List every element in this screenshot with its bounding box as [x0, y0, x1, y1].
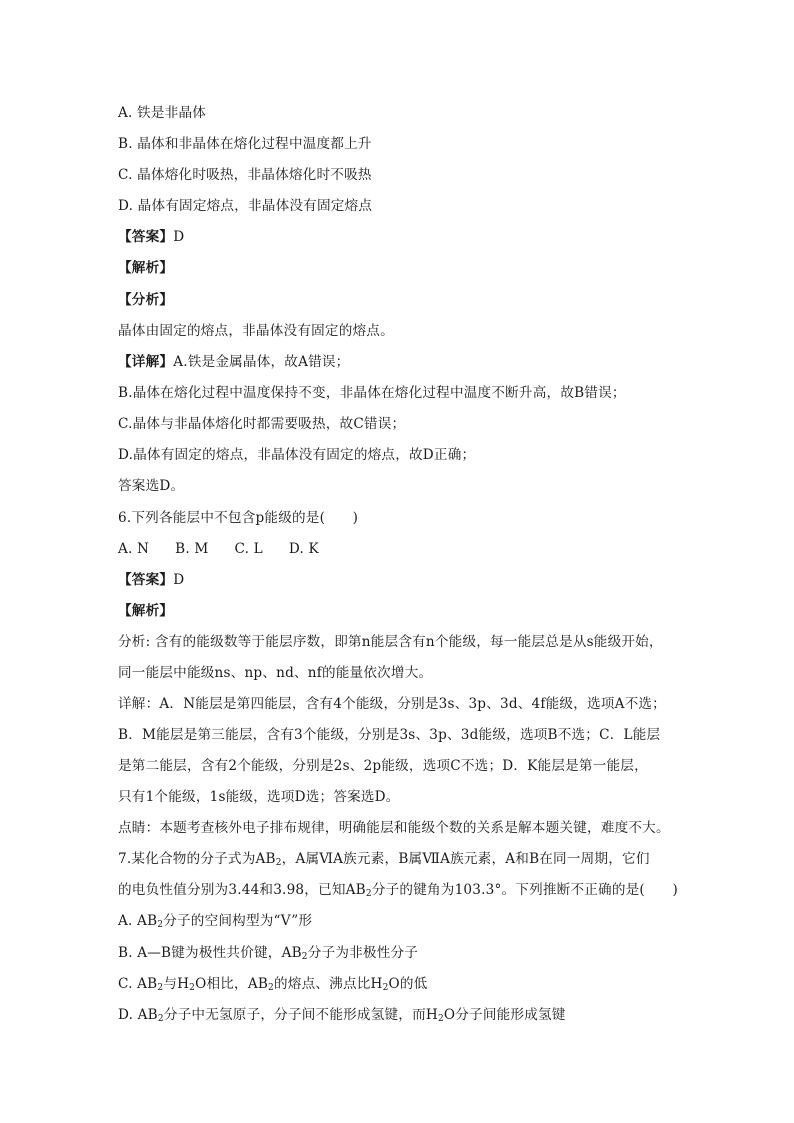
q7-option-b: B. A—B键为极性共价键，$AB_2$分子为非极性分子: [118, 945, 419, 962]
q6-analysis-line: 是第二能层，含有2个能级，分别是2s、2p能级，选项C不选；D．K能层是第一能层，: [118, 758, 648, 774]
q5-answer: [118, 227, 184, 247]
q7-option-c: C. $AB_2$与$H_2O$相比，$AB_2$的熔点、沸点比$H_2O$的低: [118, 976, 428, 993]
q5-conclusion: 答案选D。: [118, 478, 185, 494]
q6-stem: 6.下列各能层中不包含p能级的是( ): [118, 510, 359, 526]
q5-analysis-heading: 【解析】: [118, 260, 174, 276]
q6-option-d: D. K: [288, 541, 319, 557]
q5-option-b: B. 晶体和非晶体在熔化过程中温度都上升: [118, 136, 372, 152]
q5-detail-label: 【详解】: [118, 354, 174, 370]
q6-answer: 【答案】D: [118, 572, 185, 588]
q6-analysis-line: 分析: 含有的能级数等于能层序数，即第n能层含有n个能级，每一能层总是从s能级开始，: [118, 634, 663, 650]
q5-answer-value: D: [173, 229, 185, 245]
q7-stem-line2: 的电负性值分别为3.44和3.98，已知$AB_2$分子的键角为103.3°。下列推断不正确的是( ): [118, 882, 679, 899]
q6-option-a: A. N: [118, 541, 150, 557]
q6-analysis-line: 详解：A．N能层是第四能层，含有4个能级，分别是3s、3p、3d、4f能级，选项A不选；: [118, 696, 666, 712]
q6-analysis-heading: 【解析】: [118, 603, 174, 619]
q6-analysis-line: 只有1个能级，1s能级，选项D选；答案选D。: [118, 789, 400, 805]
q5-fenxi-heading: 【分析】: [118, 292, 174, 308]
q6-tip: 点睛：本题考查核外电子排布规律，明确能层和能级个数的关系是解本题关键，难度不大。: [118, 820, 670, 836]
q5-option-d: D. 晶体有固定熔点，非晶体没有固定熔点: [118, 198, 373, 214]
q5-detail-line: B.晶体在熔化过程中温度保持不变，非晶体在熔化过程中温度不断升高，故B错误；: [118, 385, 626, 401]
q7-option-d: D. $AB_2$分子中无氢原子，分子间不能形成氢键，而$H_2O$分子间能形成氢键: [118, 1007, 566, 1024]
q5-option-c: C. 晶体熔化时吸热，非晶体熔化时不吸热: [118, 167, 372, 183]
q5-fenxi-text: 晶体由固定的熔点，非晶体没有固定的熔点。: [118, 323, 394, 339]
q6-analysis-line: 同一能层中能级ns、np、nd、nf的能量依次增大。: [118, 665, 433, 681]
q5-detail-line: D.晶体有固定的熔点，非晶体没有固定的熔点，故D正确；: [118, 447, 476, 463]
q5-option-a: A. 铁是非晶体: [118, 105, 207, 121]
q6-option-b: B. M: [175, 541, 209, 557]
q7-option-a: A. $AB_2$分子的空间构型为“V”形: [118, 913, 313, 930]
q7-stem-line1: 7.某化合物的分子式为$AB_2$，A属ⅥA族元素，B属ⅦA族元素，A和B在同一周期，它们: [118, 851, 650, 868]
q5-detail-line: C.晶体与非晶体熔化时都需要吸热，故C错误；: [118, 416, 406, 432]
q5-answer-label: 【答案】: [118, 229, 174, 245]
q5-detail-line: 【详解】A.铁是金属晶体，故A错误；: [118, 354, 350, 370]
q6-option-c: C. L: [234, 541, 263, 557]
q6-analysis-line: B．M能层是第三能层，含有3个能级，分别是3s、3p、3d能级，选项B不选；C．L能层: [118, 727, 661, 743]
q6-options: [118, 539, 345, 559]
